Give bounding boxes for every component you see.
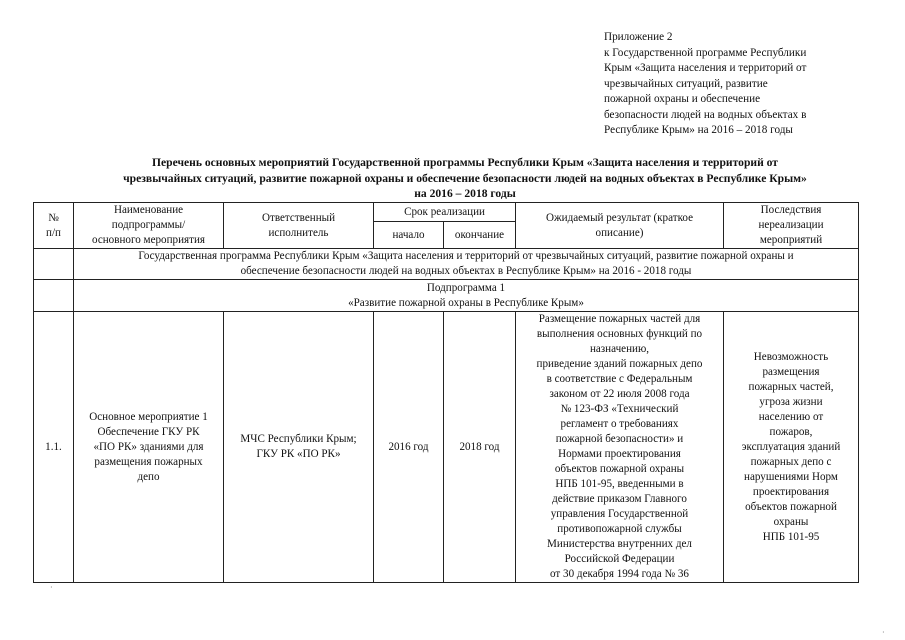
scan-speck: · <box>50 583 53 592</box>
program-row <box>34 249 859 280</box>
row-num: 1.1. <box>34 312 74 583</box>
header-end: окончание <box>444 222 516 249</box>
row-responsible: МЧС Республики Крым; ГКУ РК «ПО РК» <box>224 312 374 583</box>
header-consequences: Последствия нереализации мероприятий <box>724 203 859 249</box>
row-result: Размещение пожарных частей для выполнения основных функций по назначению, приведение зданий пожарных депо в соответствие с Федеральным законом от 22 июля 2008 года № 123-ФЗ «Технический регламент о требованиях пожарной безопасности» и Нормами проектирования объектов пожарной охраны НПБ 101-95, введенными в действие приказом Главного управления Государственной противопожарной службы Министерства внутренних дел Российской Федерации от 30 декабря 1994 года № 36 <box>516 312 724 583</box>
header-period: Срок реализации <box>374 203 516 222</box>
header-name: Наименование подпрограммы/ основного мероприятия <box>74 203 224 249</box>
table-row <box>34 312 859 583</box>
row-end: 2018 год <box>444 312 516 583</box>
header-row-1 <box>34 203 859 222</box>
appendix-note: Приложение 2 к Государственной программе Республики Крым «Защита населения и территорий от чрезвычайных ситуаций, развитие пожарной охраны и обеспечение безопасности людей на водных объектах в Республике Крым» на 2016 – 2018 годы <box>604 31 807 136</box>
row-consequences: Невозможность размещения пожарных частей, угроза жизни населению от пожаров, эксплуатация зданий пожарных депо с нарушениями Норм проектирования объектов пожарной охраны НПБ 101-95 <box>724 312 859 583</box>
row-name: Основное мероприятие 1 Обеспечение ГКУ РК «ПО РК» зданиями для размещения пожарных депо <box>74 312 224 583</box>
row-start: 2016 год <box>374 312 444 583</box>
program-row-text: Государственная программа Республики Крым «Защита населения и территорий от чрезвычайных ситуаций, развитие пожарной охраны и обеспечение безопасности людей на водных объектах в Республике Крым» на 2016 - 2018 годы <box>74 249 859 280</box>
program-row-num <box>34 249 74 280</box>
header-result: Ожидаемый результат (краткое описание) <box>516 203 724 249</box>
scan-speck: · <box>882 628 885 637</box>
header-start: начало <box>374 222 444 249</box>
subprogram-row-num <box>34 280 74 312</box>
header-responsible: Ответственный исполнитель <box>224 203 374 249</box>
measures-table <box>33 202 859 583</box>
header-num: № п/п <box>34 203 74 249</box>
document-title: Перечень основных мероприятий Государственной программы Республики Крым «Защита населения и территорий от чрезвычайных ситуаций, развитие пожарной охраны и обеспечение безопасности людей на водных объектах в Республике Крым» на 2016 – 2018 годы <box>123 156 807 200</box>
subprogram-row-text: Подпрограмма 1 «Развитие пожарной охраны в Республике Крым» <box>74 280 859 312</box>
subprogram-row <box>34 280 859 312</box>
